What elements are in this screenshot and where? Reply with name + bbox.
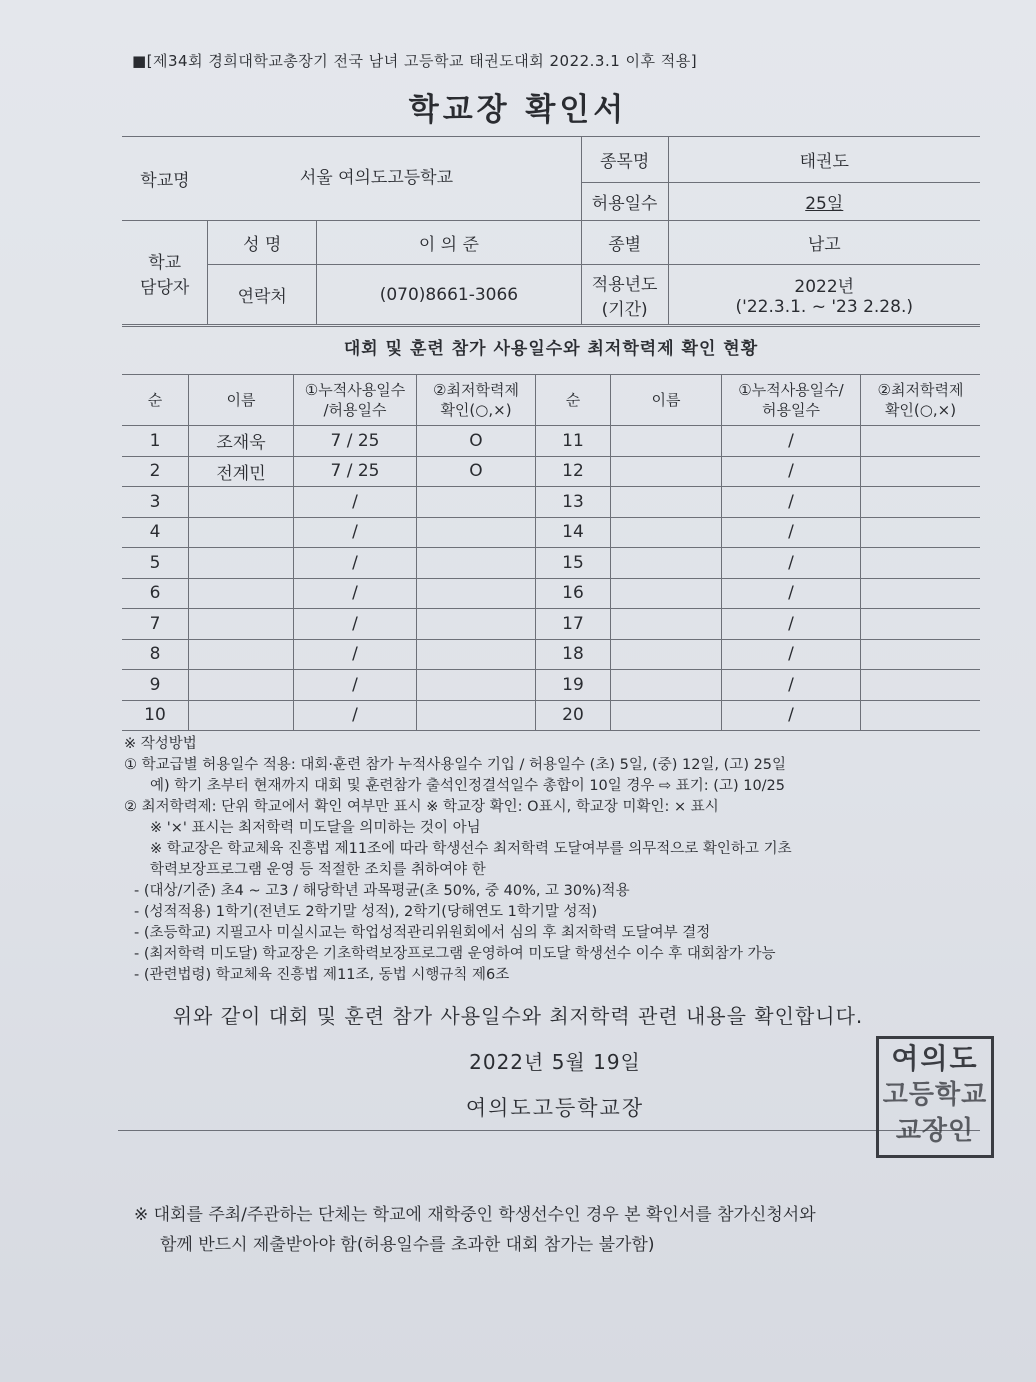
- row-name: [189, 639, 294, 670]
- row-acad-right: [861, 487, 981, 518]
- method-line: 예) 학기 초부터 현재까지 대회 및 훈련참가 출석인정결석일수 총합이 10일 경우 ⇨ 표기: (고) 10/25: [150, 778, 786, 794]
- name-value: 이 의 준: [317, 221, 582, 265]
- row-acad: [417, 700, 536, 731]
- row-days-right: /: [722, 517, 861, 548]
- row-acad: O: [417, 426, 536, 457]
- manager-label-line1: 학교: [148, 252, 182, 273]
- header-days-right-line2: 허용일수: [762, 401, 820, 419]
- gender-value: 남고: [668, 221, 980, 265]
- year-value: [668, 265, 980, 325]
- row-acad-right: [861, 456, 981, 487]
- row-days-right: /: [722, 456, 861, 487]
- signature-divider: [118, 1130, 980, 1131]
- row-days-right: /: [722, 670, 861, 701]
- table-row: [122, 670, 980, 701]
- method-line: ① 학교급별 허용일수 적용: 대회·훈련 참가 누적사용일수 기입 / 허용일수 (초) 5일, (중) 12일, (고) 25일: [124, 757, 787, 773]
- row-no: 7: [122, 609, 189, 640]
- contact-value: (070)8661-3066: [317, 265, 582, 325]
- row-days: /: [294, 517, 417, 548]
- row-no: 9: [122, 670, 189, 701]
- row-name-right: [611, 456, 722, 487]
- table-row: [122, 548, 980, 579]
- row-no: 8: [122, 639, 189, 670]
- header-days-line1: ①누적사용일수: [304, 381, 406, 399]
- row-name: 조재욱: [189, 426, 294, 457]
- header-note: ■[제34회 경희대학교총장기 전국 남녀 고등학교 태권도대회 2022.3.1 이후 적용]: [132, 52, 698, 70]
- row-name-right: [611, 548, 722, 579]
- row-days: /: [294, 487, 417, 518]
- row-days-right: /: [722, 578, 861, 609]
- table-row: [122, 517, 980, 548]
- row-days: /: [294, 700, 417, 731]
- row-name: [189, 517, 294, 548]
- header-days-right: [722, 375, 861, 426]
- row-no: 6: [122, 578, 189, 609]
- footer-line2: 함께 반드시 제출받아야 함(허용일수를 초과한 대회 참가는 불가함): [160, 1235, 655, 1255]
- header-acad-right-line1: ②최저학력제: [877, 381, 964, 399]
- method-line: - (성적적용) 1학기(전년도 2학기말 성적), 2학기(당해연도 1학기말 성적): [134, 904, 598, 920]
- allowed-days-label: 허용일수: [581, 183, 668, 221]
- confirm-statement: 위와 같이 대회 및 훈련 참가 사용일수와 최저학력 관련 내용을 확인합니다.: [172, 1004, 864, 1028]
- row-acad: [417, 578, 536, 609]
- row-days-right: /: [722, 426, 861, 457]
- row-name: [189, 578, 294, 609]
- gender-label: 종별: [581, 221, 668, 265]
- contact-label: 연락처: [208, 265, 317, 325]
- header-days: [294, 375, 417, 426]
- year-label-line1: 적용년도: [591, 274, 658, 295]
- row-days-right: /: [722, 609, 861, 640]
- official-seal: [876, 1036, 994, 1158]
- row-name-right: [611, 670, 722, 701]
- section-title: 대회 및 훈련 참가 사용일수와 최저학력제 확인 현황: [122, 326, 980, 375]
- method-heading: ※ 작성방법: [124, 736, 197, 752]
- row-acad: [417, 487, 536, 518]
- method-line: - (대상/기준) 초4 ~ 고3 / 해당학년 과목평균(초 50%, 중 40%, 고 30%)적용: [134, 883, 630, 899]
- row-acad: O: [417, 456, 536, 487]
- table-row: [122, 578, 980, 609]
- row-name: 전계민: [189, 456, 294, 487]
- row-days: /: [294, 670, 417, 701]
- row-name: [189, 487, 294, 518]
- row-days-right: /: [722, 639, 861, 670]
- row-days-right: /: [722, 700, 861, 731]
- header-no-right: 순: [536, 375, 611, 426]
- table-row: [122, 456, 980, 487]
- row-days: 7 / 25: [294, 426, 417, 457]
- header-days-line2: /허용일수: [323, 401, 387, 419]
- row-no: 10: [122, 700, 189, 731]
- method-line: - (초등학교) 지필고사 미실시교는 학업성적관리위원회에서 심의 후 최저학력 도달여부 결정: [134, 925, 711, 941]
- row-acad: [417, 639, 536, 670]
- row-acad: [417, 670, 536, 701]
- writing-method: [124, 734, 984, 986]
- row-no-right: 15: [536, 548, 611, 579]
- method-line: - (관련법령) 학교체육 진흥법 제11조, 동법 시행규칙 제6조: [134, 967, 510, 983]
- row-no: 2: [122, 456, 189, 487]
- row-no-right: 18: [536, 639, 611, 670]
- row-name-right: [611, 609, 722, 640]
- header-acad-line2: 확인(○,×): [440, 401, 512, 419]
- row-no-right: 11: [536, 426, 611, 457]
- event-label: 종목명: [581, 137, 668, 183]
- name-label: 성 명: [208, 221, 317, 265]
- school-info-table: [122, 136, 980, 325]
- seal-line3: 교장인: [895, 1116, 975, 1146]
- header-name-right: 이름: [611, 375, 722, 426]
- table-row: [122, 609, 980, 640]
- table-row: [122, 426, 980, 457]
- row-name: [189, 670, 294, 701]
- row-no-right: 12: [536, 456, 611, 487]
- table-row: [122, 487, 980, 518]
- footer-line1: ※ 대회를 주최/주관하는 단체는 학교에 재학중인 학생선수인 경우 본 확인서를 참가신청서와: [134, 1205, 816, 1225]
- row-name: [189, 609, 294, 640]
- seal-line1: 여의도: [891, 1042, 979, 1075]
- seal-line2: 고등학교: [882, 1080, 988, 1110]
- header-acad: [417, 375, 536, 426]
- row-acad: [417, 548, 536, 579]
- row-acad: [417, 517, 536, 548]
- row-no: 1: [122, 426, 189, 457]
- table-row: [122, 639, 980, 670]
- row-name: [189, 700, 294, 731]
- row-no: 4: [122, 517, 189, 548]
- document-title: 학교장 확인서: [408, 92, 628, 128]
- row-name-right: [611, 639, 722, 670]
- footer-notice: [134, 1200, 994, 1260]
- row-acad-right: [861, 609, 981, 640]
- method-line: ※ 학교장은 학교체육 진흥법 제11조에 따라 학생선수 최저학력 도달여부를 의무적으로 확인하고 기초: [150, 841, 792, 857]
- row-acad-right: [861, 670, 981, 701]
- row-no-right: 20: [536, 700, 611, 731]
- method-line: ② 최저학력제: 단위 학교에서 확인 여부만 표시 ※ 학교장 확인: O표시, 학교장 미확인: × 표시: [124, 799, 719, 815]
- row-no: 5: [122, 548, 189, 579]
- school-label: 학교명: [122, 137, 208, 221]
- participation-grid: [122, 374, 980, 731]
- row-days-right: /: [722, 487, 861, 518]
- header-name: 이름: [189, 375, 294, 426]
- method-line: - (최저학력 미도달) 학교장은 기초학력보장프로그램 운영하여 미도달 학생선수 이수 후 대회참가 가능: [134, 946, 776, 962]
- header-no: 순: [122, 375, 189, 426]
- header-acad-line1: ②최저학력제: [433, 381, 519, 399]
- header-days-right-line1: ①누적사용일수/: [738, 381, 844, 399]
- row-acad-right: [861, 578, 981, 609]
- row-days: /: [294, 639, 417, 670]
- row-no-right: 13: [536, 487, 611, 518]
- year-label: [581, 265, 668, 325]
- row-acad-right: [861, 517, 981, 548]
- row-no-right: 14: [536, 517, 611, 548]
- row-acad-right: [861, 426, 981, 457]
- issue-date: 2022년 5월 19일: [469, 1050, 641, 1074]
- row-name-right: [611, 517, 722, 548]
- row-days: /: [294, 578, 417, 609]
- event-value: 태권도: [668, 137, 980, 183]
- row-days-right: /: [722, 548, 861, 579]
- manager-label-line2: 담당자: [140, 277, 190, 298]
- row-acad-right: [861, 548, 981, 579]
- row-name-right: [611, 426, 722, 457]
- row-no: 3: [122, 487, 189, 518]
- row-name: [189, 548, 294, 579]
- row-days: /: [294, 609, 417, 640]
- manager-label: [122, 221, 208, 325]
- row-acad-right: [861, 700, 981, 731]
- table-row: [122, 700, 980, 731]
- year-label-line2: (기간): [601, 299, 648, 320]
- row-acad-right: [861, 639, 981, 670]
- grid-header-row: [122, 375, 980, 426]
- header-acad-right-line2: 확인(○,×): [884, 401, 957, 419]
- row-acad: [417, 609, 536, 640]
- method-line: 학력보장프로그램 운영 등 적절한 조치를 취하여야 한: [150, 862, 486, 878]
- year-value-line1: 2022년: [794, 277, 855, 297]
- row-days: 7 / 25: [294, 456, 417, 487]
- allowed-days-value: 25일: [668, 183, 980, 221]
- row-no-right: 16: [536, 578, 611, 609]
- row-no-right: 19: [536, 670, 611, 701]
- year-value-line2: ('22.3.1. ~ '23 2.28.): [735, 297, 913, 317]
- row-name-right: [611, 578, 722, 609]
- school-value: 서울 여의도고등학교: [208, 137, 581, 221]
- row-name-right: [611, 487, 722, 518]
- row-days: /: [294, 548, 417, 579]
- principal-signature: 여의도고등학교장: [465, 1096, 645, 1120]
- row-name-right: [611, 700, 722, 731]
- header-acad-right: [861, 375, 981, 426]
- row-no-right: 17: [536, 609, 611, 640]
- method-line: ※ '×' 표시는 최저학력 미도달을 의미하는 것이 아님: [150, 820, 481, 836]
